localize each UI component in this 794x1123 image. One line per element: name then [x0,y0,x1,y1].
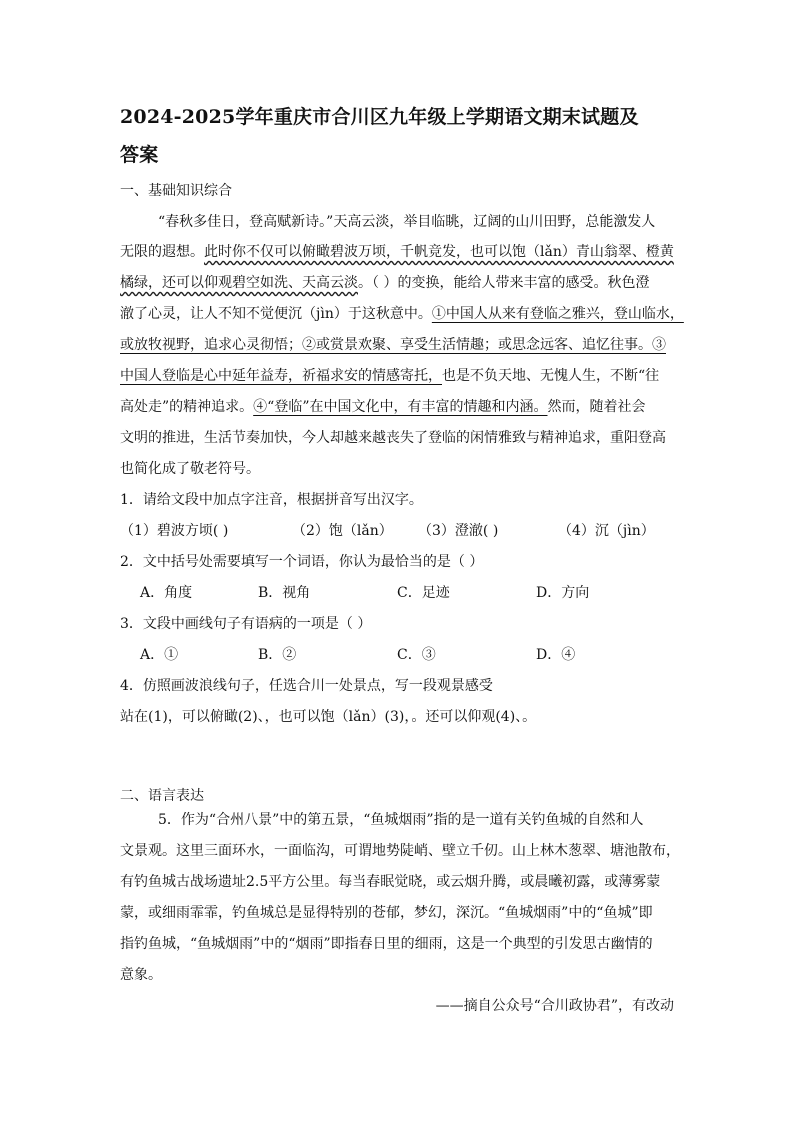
question-1-item: （3）澄澈( ) [418,523,499,539]
question-3-option: D．④ [536,647,576,663]
passage-line [120,366,690,386]
question-1-item: （4）沉（jìn） [558,523,655,539]
passage-line [120,242,690,262]
passage-line: 5．作为“合州八景”中的第五景，“鱼城烟雨”指的是一道有关钓鱼城的自然和人 [158,812,644,828]
title-line-2: 答案 [120,144,159,166]
underlined-sentence: ④“登临”在中国文化中，有丰富的情趣和内涵。 [253,399,548,415]
passage-text: 。（ ）的变换，能给人带来丰富的感受。秋色澄 [358,275,650,291]
passage-text: 然而，随着社会 [547,399,646,415]
question-2-stem: 2．文中括号处需要填写一个词语，你认为最恰当的是（ ） [120,554,484,570]
passage-text: 高处走”的精神追求。 [120,399,254,415]
source-attribution: ——摘自公众号“合川政协君”，有改动 [435,998,674,1014]
passage-text: 也是不负天地、无愧人生，不断“往 [442,368,660,384]
passage-line: 蒙，或细雨霏霏，钓鱼城总是显得特别的苍郁，梦幻，深沉。“鱼城烟雨”中的“鱼城”即 [120,905,653,921]
section-2-heading: 二、语言表达 [120,788,204,804]
passage-line: 文景观。这里三面环水，一面临沟，可谓地势陡峭、壁立千仞。山上林木葱翠、塘池散布， [120,843,680,859]
question-4-stem: 4．仿照画波浪线句子，任选合川一处景点，写一段观景感受 [120,678,493,694]
passage-line: 指钓鱼城，“鱼城烟雨”中的“烟雨”即指春日里的细雨，这是一个典型的引发思古幽情的 [120,936,653,952]
question-3-option: A．① [140,647,179,663]
question-2-option: B．视角 [258,585,311,601]
section-1-heading: 一、基础知识综合 [120,183,232,199]
question-3-option: C．③ [397,647,436,663]
wavy-underlined-text: 此时你不仅可以俯瞰碧波万顷，千帆竞发，也可以饱（lǎn）青山翁翠、橙黄 [204,244,674,260]
question-3-stem: 3．文段中画线句子有语病的一项是（ ） [120,616,372,632]
passage-line [120,273,690,293]
question-4-answer-template: 站在(1)，可以俯瞰(2)、，也可以饱（lǎn）(3)，。还可以仰观(4)、。 [120,709,537,725]
underlined-sentence: 中国人登临是心中延年益寿，祈福求安的情感寄托， [120,368,442,384]
passage-line [120,304,690,324]
passage-line: “春秋多佳日，登高赋新诗。”天高云淡，举目临眺，辽阔的山川田野，总能激发人 [158,214,656,230]
document-title [120,98,680,174]
passage-text: 无限的遐想。 [120,244,204,260]
passage-line [120,397,690,417]
underlined-sentence: 或放牧视野，追求心灵彻悟；②或赏景欢聚、享受生活情趣；或思念远客、追忆往事。③ [120,337,666,353]
passage-text: 澈了心灵，让人不知不觉便沉（jìn）于这秋意中。 [120,306,432,322]
question-1-item: （2）饱（lǎn） [292,523,393,539]
passage-line: 有钓鱼城古战场遗址2.5平方公里。每当春眠觉晓，或云烟升腾，或晨曦初露，或薄雾蒙 [120,874,661,890]
passage-line: 意象。 [120,967,162,983]
question-1-stem: 1．请给文段中加点字注音，根据拼音写出汉字。 [120,492,423,508]
title-line-1: 2024-2025学年重庆市合川区九年级上学期语文期末试题及 [120,106,639,128]
question-1-item: （1）碧波方顷( ) [120,523,229,539]
question-2-option: D．方向 [536,585,590,601]
passage-line: 文明的推进，生活节奏加快，今人却越来越丧失了登临的闲情雅致与精神追求，重阳登高 [120,430,666,446]
question-2-option: A．角度 [140,585,193,601]
passage-line: 也简化成了敬老符号。 [120,461,260,477]
wavy-underlined-text: 橘绿，还可以仰观碧空如洗、天高云淡 [120,275,358,291]
question-2-option: C．足迹 [397,585,450,601]
question-3-option: B．② [258,647,297,663]
passage-line [120,335,690,355]
underlined-sentence: ①中国人从来有登临之雅兴，登山临水， [431,306,684,322]
